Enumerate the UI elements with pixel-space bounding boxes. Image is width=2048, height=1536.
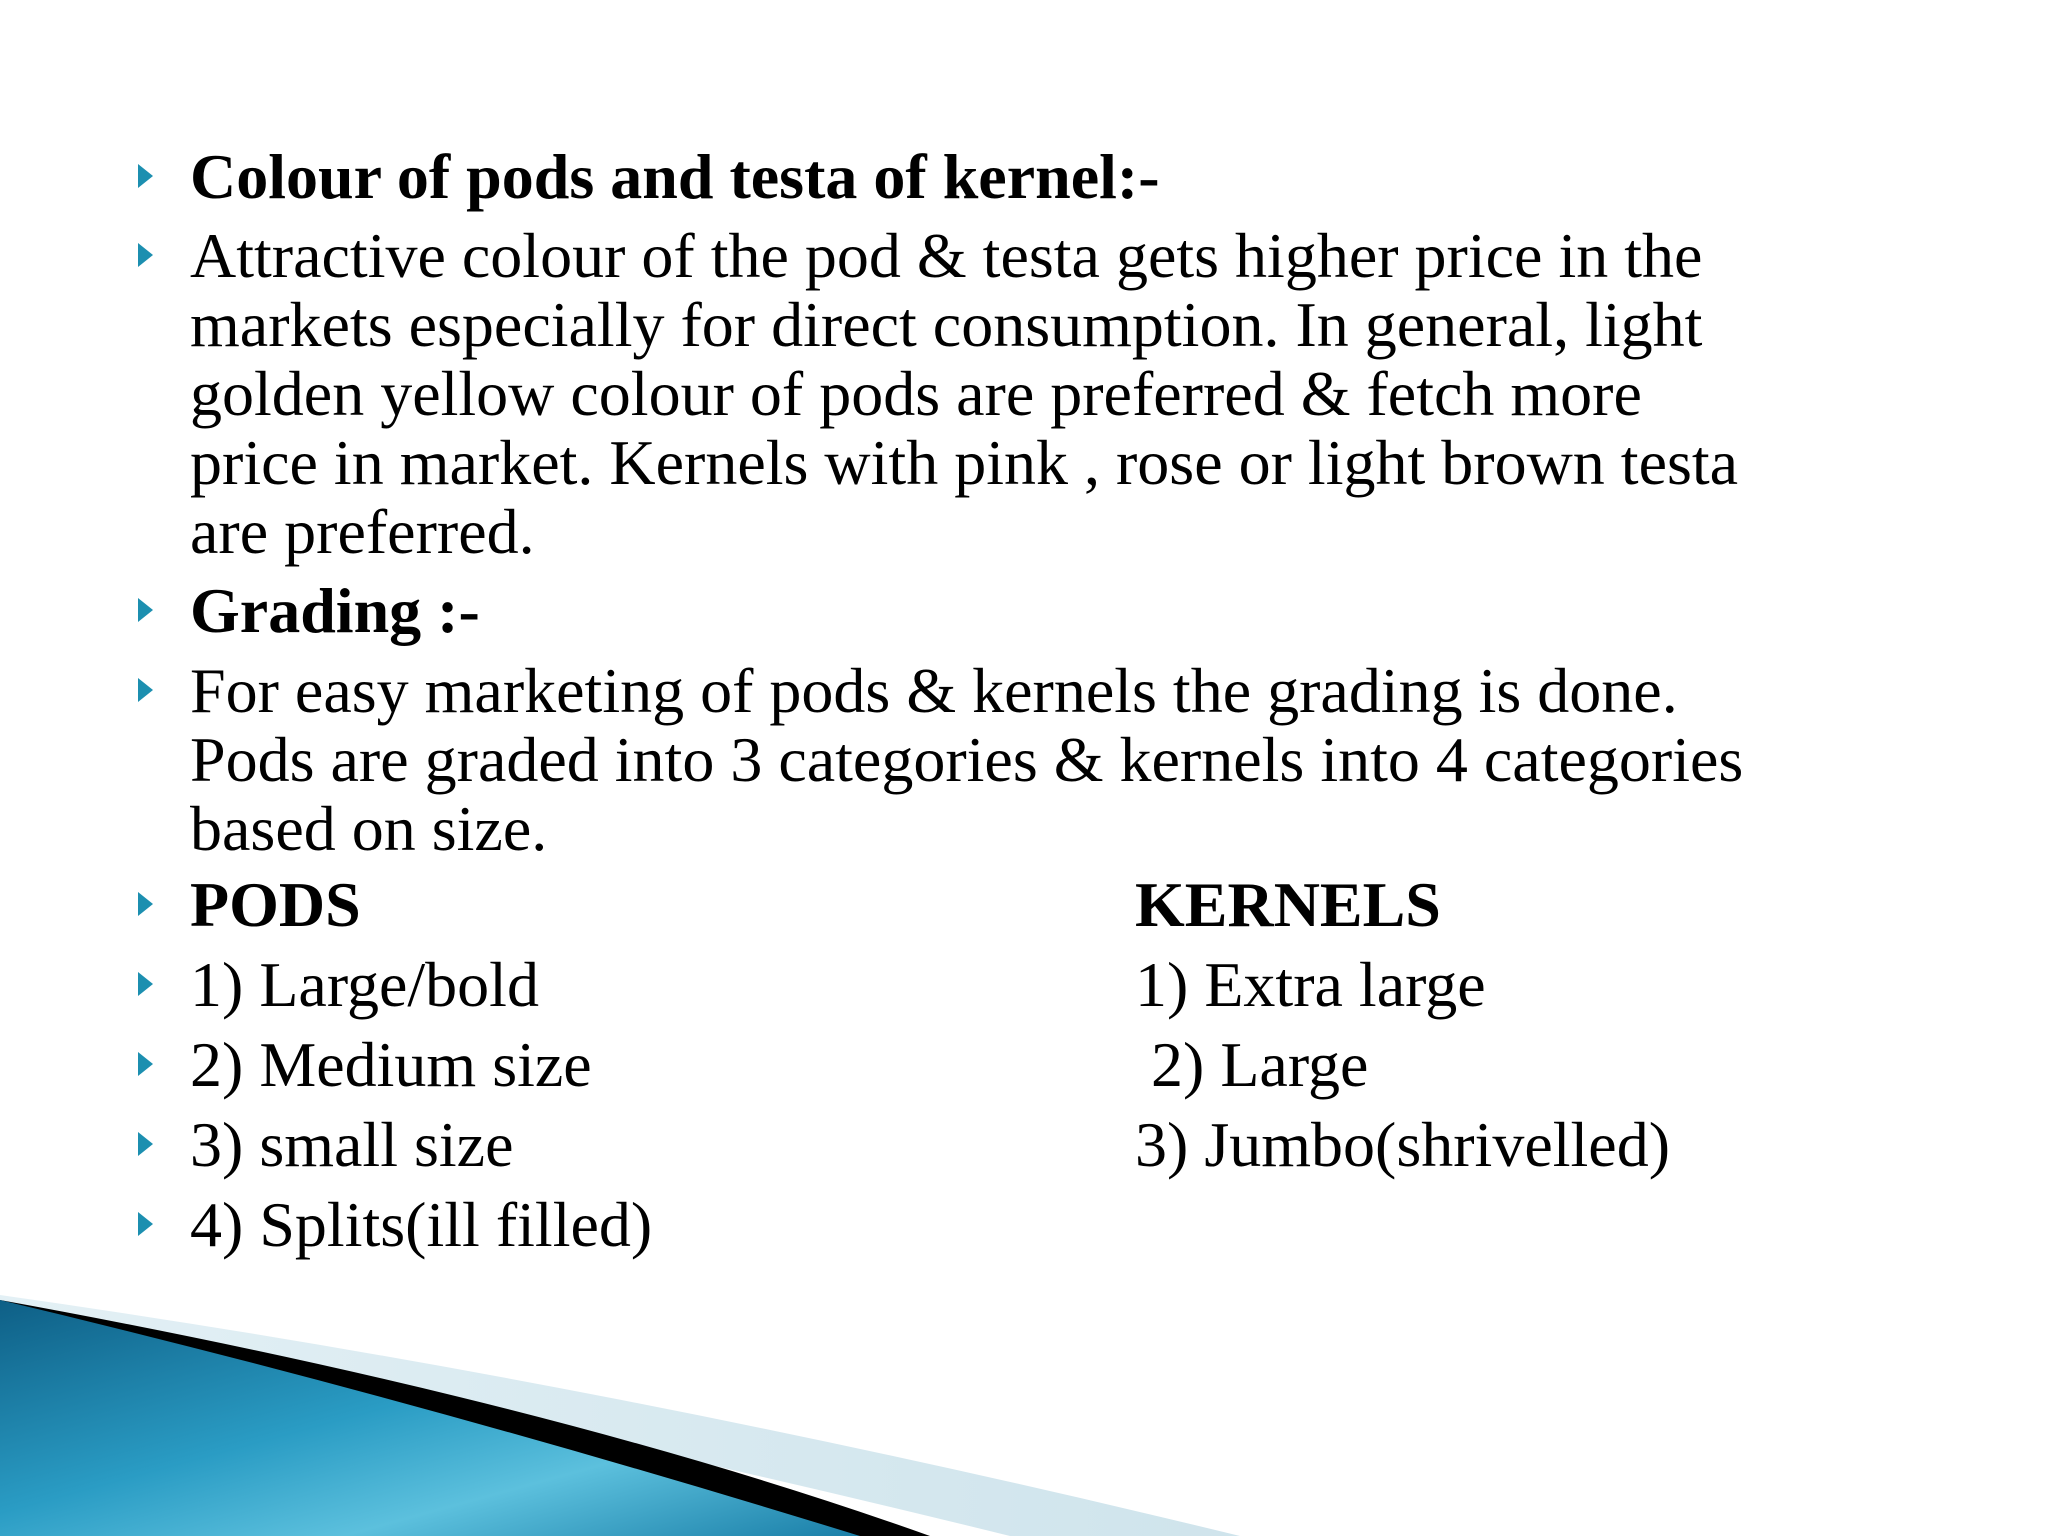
bullet-text-line: For easy marketing of pods & kernels the grading is done.: [190, 655, 1678, 726]
pod-grade: 1) Large/bold: [190, 949, 539, 1020]
bullet-text-line: price in market. Kernels with pink , rose or light brown testa: [190, 427, 1739, 498]
bullet-text-line: golden yellow colour of pods are preferred & fetch more: [190, 358, 1642, 429]
pod-grade: 4) Splits(ill filled): [190, 1189, 653, 1260]
triangle-bullet-icon: [138, 1212, 153, 1236]
bullet-text-line: are preferred.: [190, 496, 535, 567]
kernel-grade: 1) Extra large: [1135, 949, 1486, 1020]
bullet-text: Grading :-: [190, 575, 480, 646]
triangle-bullet-icon: [138, 243, 153, 267]
kernel-grade: 3) Jumbo(shrivelled): [1135, 1109, 1670, 1180]
triangle-bullet-icon: [138, 1132, 153, 1156]
kernels-header: KERNELS: [1135, 869, 1441, 940]
triangle-bullet-icon: [138, 598, 153, 622]
triangle-bullet-icon: [138, 1052, 153, 1076]
bullet-text-line: markets especially for direct consumption. In general, light: [190, 289, 1703, 360]
triangle-bullet-icon: [138, 892, 153, 916]
bullet-text-line: Pods are graded into 3 categories & kernels into 4 categories: [190, 724, 1744, 795]
triangle-bullet-icon: [138, 972, 153, 996]
bullet-text: Colour of pods and testa of kernel:-: [190, 141, 1160, 212]
bullet-text-line: Attractive colour of the pod & testa gets higher price in the: [190, 220, 1703, 291]
pods-header: PODS: [190, 869, 361, 940]
triangle-bullet-icon: [138, 678, 153, 702]
pod-grade: 3) small size: [190, 1109, 514, 1180]
swoosh-blue-band: [0, 1300, 860, 1536]
triangle-bullet-icon: [138, 164, 153, 188]
kernel-grade: 2) Large: [1135, 1029, 1369, 1100]
pod-grade: 2) Medium size: [190, 1029, 592, 1100]
bullet-text-line: based on size.: [190, 793, 548, 864]
